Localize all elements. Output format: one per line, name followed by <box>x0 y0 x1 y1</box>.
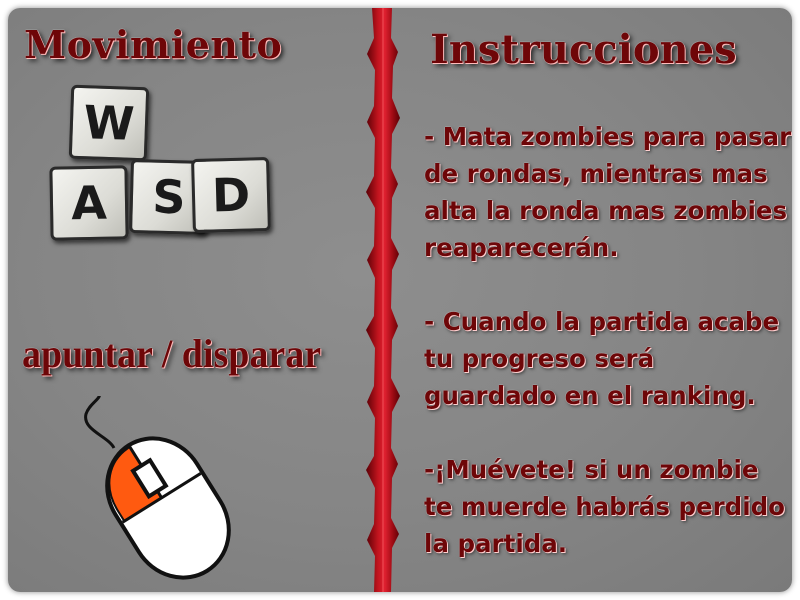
movement-title: Movimiento <box>24 22 283 67</box>
blood-drip-divider-icon <box>358 8 408 592</box>
instructions-screen <box>8 8 792 592</box>
mouse-icon <box>78 396 248 592</box>
instructions-list <box>424 118 792 592</box>
key-d: D <box>191 157 271 233</box>
instruction-item: - Mata zombies para pasar de rondas, mientras mas alta la ronda mas zombies reaparecerán. <box>424 122 792 262</box>
key-w: W <box>69 85 150 162</box>
key-a: A <box>49 165 128 240</box>
instructions-title: Instrucciones <box>430 26 737 73</box>
aim-shoot-label: apuntar / disparar <box>22 331 322 376</box>
instruction-item: - Cuando la partida acabe tu progreso será guardado en el ranking. <box>424 307 780 410</box>
key-s: S <box>129 159 209 235</box>
instruction-item: -¡Muévete! si un zombie te muerde habrás perdido la partida. <box>424 455 785 558</box>
